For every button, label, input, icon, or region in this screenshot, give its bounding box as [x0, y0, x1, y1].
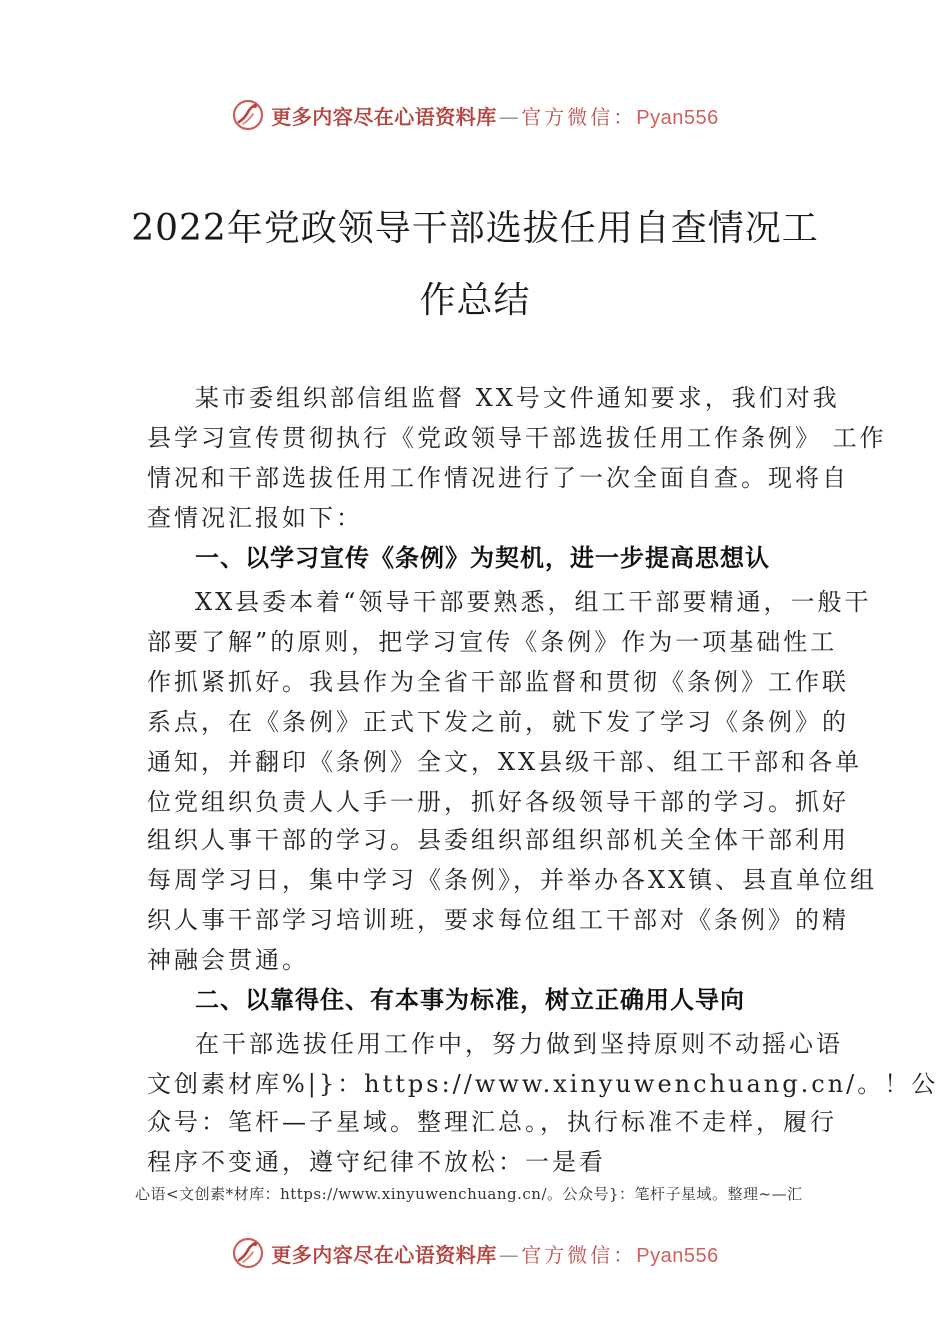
document-title-line-1: 2022年党政领导干部选拔任用自查情况工	[131, 208, 819, 249]
paragraph-2-line: 神融会贯通。	[147, 946, 309, 974]
paragraph-3-line: 众号：笔杆—子星域。整理汇总。，执行标准不走样，履行	[147, 1108, 837, 1136]
watermark-text	[271, 1239, 718, 1268]
paragraph-2-line: 每周学习日，集中学习《条例》，并举办各XX镇、县直单位组	[147, 866, 878, 894]
watermark-separator: —	[498, 104, 520, 129]
paragraph-1-line: 查情况汇报如下：	[147, 504, 363, 532]
watermark-separator: —	[498, 1242, 520, 1267]
paragraph-2-line: 织人事干部学习培训班，要求每位组工干部对《条例》的精	[147, 906, 849, 934]
brush-logo-icon	[231, 1236, 265, 1270]
paragraph-2-line: 部要了解”的原则，把学习宣传《条例》作为一项基础性工	[147, 628, 838, 656]
brush-logo-icon	[231, 98, 265, 132]
watermark-brand: 更多内容尽在心语资料库	[271, 1242, 497, 1267]
paragraph-2-line: XX县委本着“领导干部要熟悉，组工干部要精通，一般干	[195, 588, 872, 616]
paragraph-1-line: 某市委组织部信组监督 XX号文件通知要求，我们对我	[195, 384, 840, 412]
watermark-top	[0, 95, 950, 135]
section-heading-1: 一、以学习宣传《条例》为契机，进一步提高思想认	[195, 544, 770, 572]
paragraph-2-line: 作抓紧抓好。我县作为全省干部监督和贯彻《条例》工作联	[147, 668, 849, 696]
watermark-brand: 更多内容尽在心语资料库	[271, 104, 497, 129]
watermark-official: 官方微信：	[521, 104, 637, 129]
paragraph-1-line: 县学习宣传贯彻执行《党政领导干部选拔任用工作条例》 工作	[147, 424, 887, 452]
watermark-official: 官方微信：	[521, 1242, 637, 1267]
paragraph-3-line: 在干部选拔任用工作中，努力做到坚持原则不动摇心语	[195, 1030, 843, 1058]
watermark-wechat-id: Pyan556	[636, 1244, 719, 1267]
document-title-line-2: 作总结	[419, 280, 531, 321]
watermark-text	[271, 101, 718, 130]
watermark-bottom	[0, 1233, 950, 1273]
paragraph-3-line: 文创素材库%|}：https://www.xinyuwenchuang.cn/。！公	[147, 1070, 939, 1098]
watermark-wechat-id: Pyan556	[636, 106, 719, 129]
paragraph-2-line: 位党组织负责人人手一册，抓好各级领导干部的学习。抓好	[147, 788, 849, 816]
section-heading-2: 二、以靠得住、有本事为标准，树立正确用人导向	[195, 986, 745, 1014]
paragraph-1-line: 情况和干部选拔任用工作情况进行了一次全面自查。现将自	[147, 464, 849, 492]
paragraph-2-line: 组织人事干部的学习。县委组织部组织部机关全体干部利用	[147, 826, 849, 854]
footer-source-note: 心语<文创素*材库：https://www.xinyuwenchuang.cn/。公众号}：笔杆子星域。整理~—汇	[135, 1185, 803, 1203]
paragraph-2-line: 通知，并翻印《条例》全文，XX县级干部、组工干部和各单	[147, 748, 863, 776]
paragraph-3-line: 程序不变通，遵守纪律不放松：一是看	[147, 1148, 606, 1176]
paragraph-2-line: 系点，在《条例》正式下发之前，就下发了学习《条例》的	[147, 708, 849, 736]
